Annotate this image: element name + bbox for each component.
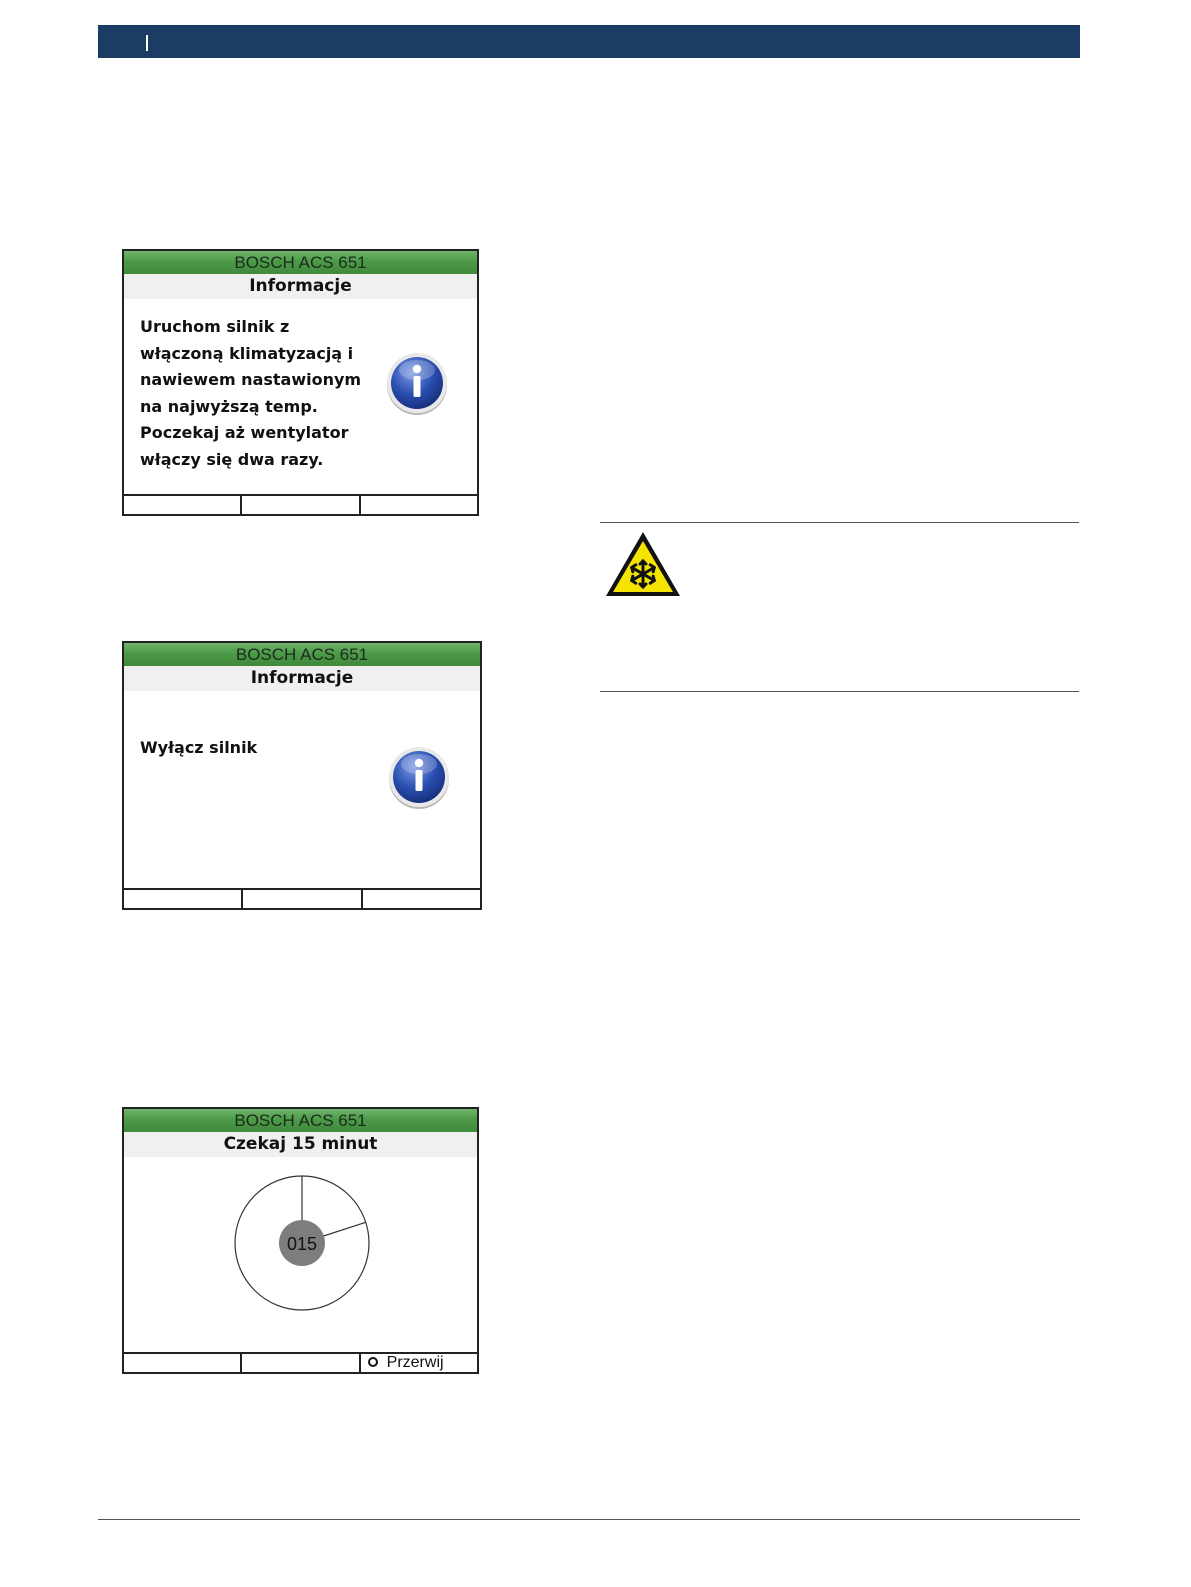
softkey-middle[interactable] xyxy=(241,890,360,908)
softkey-left[interactable] xyxy=(124,890,241,908)
info-icon xyxy=(385,352,449,416)
screen-title: BOSCH ACS 651 xyxy=(124,251,477,274)
screen-message xyxy=(140,314,361,474)
message-line: Wyłącz silnik xyxy=(140,738,258,757)
section-rule-top xyxy=(600,522,1079,523)
abort-button[interactable] xyxy=(359,1354,477,1372)
message-line: Uruchom silnik z xyxy=(140,317,290,336)
message-line: włączy się dwa razy. xyxy=(140,449,324,469)
screen-title: BOSCH ACS 651 xyxy=(124,643,480,666)
header-bar xyxy=(98,25,1080,58)
softkey-ring-icon xyxy=(368,1357,378,1367)
device-screen-start-engine xyxy=(122,249,479,516)
screen-subtitle: Informacje xyxy=(124,666,480,691)
cold-hazard-warning-icon xyxy=(603,529,683,599)
softkey-middle[interactable] xyxy=(240,1354,358,1372)
header-separator xyxy=(146,35,148,51)
screen-title: BOSCH ACS 651 xyxy=(124,1109,477,1132)
screen-subtitle: Czekaj 15 minut xyxy=(124,1132,477,1157)
softkey-right[interactable] xyxy=(359,496,477,514)
message-line: na najwyższą temp. xyxy=(140,396,318,416)
message-line: nawiewem nastawionym xyxy=(140,370,362,390)
device-screen-stop-engine xyxy=(122,641,482,910)
softkey-left[interactable] xyxy=(124,496,240,514)
softkey-left[interactable] xyxy=(124,1354,240,1372)
softkey-right[interactable] xyxy=(361,890,480,908)
info-icon xyxy=(387,746,451,810)
softkey-bar xyxy=(124,494,477,514)
screen-subtitle: Informacje xyxy=(124,274,477,299)
footer-rule xyxy=(98,1519,1080,1520)
countdown-timer-dial xyxy=(232,1173,372,1313)
screen-message xyxy=(140,735,257,762)
device-screen-wait-timer xyxy=(122,1107,479,1374)
message-line: włączoną klimatyzacją i xyxy=(140,343,354,363)
softkey-bar xyxy=(124,888,480,908)
abort-label: Przerwij xyxy=(386,1354,444,1371)
softkey-bar xyxy=(124,1352,477,1372)
softkey-middle[interactable] xyxy=(240,496,358,514)
timer-value: 015 xyxy=(286,1234,318,1254)
section-rule-bottom xyxy=(600,691,1079,692)
message-line: Poczekaj aż wentylator xyxy=(140,423,349,443)
